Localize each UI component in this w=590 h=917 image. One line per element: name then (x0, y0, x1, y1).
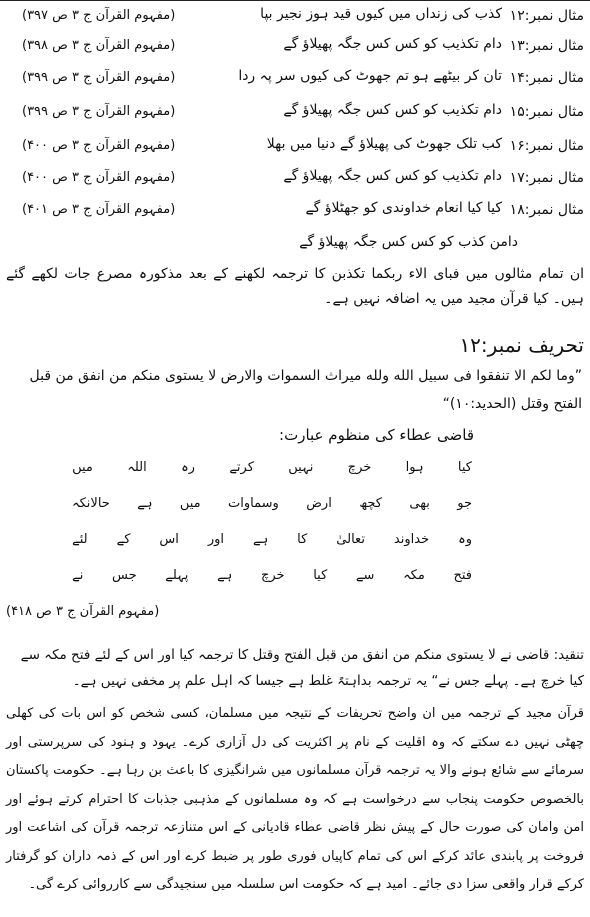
poem-reference: (مفہوم القرآن ج ۳ ص ۴۱۸) (6, 604, 160, 619)
example-reference: (مفہوم القرآن ج ۳ ص ۴۰۰) (22, 170, 176, 185)
intro-paragraph: ان تمام مثالوں میں فبای الاء ربکما تکذبن کا ترجمہ لکھنے کے بعد مذکورہ مصرع جات لکھے گئے ہیں۔ کیا قرآن مجید میں یہ اضافہ نہیں ہے۔ (6, 266, 584, 307)
example-reference: (مفہوم القرآن ج ۳ ص ۳۹۸) (22, 38, 176, 53)
poem-word: کے (116, 532, 131, 547)
poem-word: اور (207, 532, 224, 547)
example-label: مثال نمبر:۱۳ (509, 38, 584, 54)
poem-word: ہے (252, 532, 269, 547)
poem-word: میں (72, 460, 93, 475)
poem-word: خرچ (347, 460, 372, 475)
example-label: مثال نمبر:۱۸ (509, 202, 584, 218)
poem-word: میں (179, 496, 201, 511)
example-label: مثال نمبر:۱۷ (509, 170, 584, 186)
example-reference: (مفہوم القرآن ج ۳ ص ۳۹۷) (22, 8, 176, 23)
example-row-17 (0, 166, 590, 194)
poem-word: رہ (181, 460, 195, 475)
poem-word: تعالیٰ (336, 532, 365, 547)
example-label: مثال نمبر:۱۲ (509, 8, 584, 24)
poem-line-1 (72, 460, 472, 475)
poem-word: جو (457, 496, 472, 511)
section-heading: تحریف نمبر:۱۲ (459, 333, 584, 357)
poem-word: کیا (313, 568, 328, 583)
example-reference: (مفہوم القرآن ج ۳ ص ۳۹۹) (22, 70, 176, 85)
poem-word: بھی (409, 496, 430, 511)
poem-word: وہ (458, 532, 472, 547)
example-reference: (مفہوم القرآن ج ۳ ص ۴۰۰) (22, 138, 176, 153)
example-text: کذب کی زنداں میں کیوں قید ہوز نجیر بپا (260, 6, 502, 22)
poem-word: ارض (306, 496, 332, 511)
example-label: مثال نمبر:۱۵ (509, 104, 584, 120)
poem-word: مکہ (403, 568, 425, 583)
example-row-18 (0, 198, 590, 226)
example-row-14 (0, 66, 590, 94)
example-text: دام تکذیب کو کس کس جگہ پھیلاؤ گے (283, 102, 502, 118)
poem-word: خرچ (260, 568, 285, 583)
poem-subheading: قاضی عطاء کی منظوم عبارت: (279, 426, 474, 444)
example-row-15 (0, 100, 590, 128)
closing-paragraph: قرآن مجید کے ترجمہ میں ان واضح تحریفات کے نتیجہ میں مسلمان، کسی شخص کو اس بات کی کھلی چھٹی نہیں دے سکتے کہ وہ اقلیت کے نام پر اکثریت کی دل آزاری کرے۔ یہود و ہنود کی سرپرستی اور سرمائے سے شائع ہونے والا یہ ترجمہ قرآن مسلمانوں میں شرانگیزی کا باعث بن رہا ہے۔ حکومت پاکستان بالخصوص حکومت پنجاب سے درخواست ہے کہ وہ مسلمانوں کے مذہبی جذبات کا احترام کرتے ہوئے اور امن وامان کی صورت حال کے پیش نظر قاضی عطاء قادیانی کے اس متنازعہ ترجمہ قرآن کی اشاعت اور فروخت پر پابندی عائد کرکے اس کی تمام کاپیاں فوری طور پر ضبط کرے اور اس کے ذمہ داران کو گرفتار کرکے قرار واقعی سزا دی جائے۔ امید ہے کہ حکومت اس سلسلہ میں سنجیدگی سے کارروائی کرے گی۔ (6, 706, 584, 892)
poem-word: پہلے (165, 568, 189, 583)
example-label: مثال نمبر:۱۴ (509, 70, 584, 86)
poem-word: نہیں (288, 460, 314, 475)
example-label: مثال نمبر:۱۶ (509, 138, 584, 154)
poem-line-3 (72, 532, 472, 547)
poem-line-4 (72, 568, 472, 583)
poem-word: کا (297, 532, 308, 547)
example-row-18-line2 (0, 232, 590, 260)
top-rule (0, 0, 590, 1)
poem-word: نے (72, 568, 84, 583)
poem-word: حالانکہ (72, 496, 110, 511)
poem-word: سے (355, 568, 375, 583)
poem-word: کیا (457, 460, 472, 475)
example-reference: (مفہوم القرآن ج ۳ ص ۴۰۱) (22, 202, 176, 217)
poem-word: کچھ (359, 496, 382, 511)
example-row-12 (0, 4, 590, 32)
example-text: تان کر بیٹھے ہو تم جھوٹ کی کیوں سر پہ ردا (238, 68, 502, 84)
example-row-16 (0, 134, 590, 162)
poem-word: وسماوات (228, 496, 279, 511)
poem-word: ہوا (405, 460, 424, 475)
example-text: دامن کذب کو کس کس جگہ پھیلاؤ گے (299, 234, 518, 250)
poem-word: اللہ (127, 460, 147, 475)
poem-word: اس (159, 532, 179, 547)
arabic-verse: ”وما لكم الا تنفقوا فى سبيل الله ولله ميراث السموات والارض لا يستوى منكم من انفق من قبل الفتح وقتل (الحديد:١٠)“ (29, 368, 582, 412)
example-text: دام تکذیب کو کس کس جگہ پھیلاؤ گے (283, 168, 502, 184)
example-text: کیا کیا انعام خداوندی کو جھٹلاؤ گے (305, 200, 502, 216)
example-row-13 (0, 34, 590, 62)
poem-line-2 (72, 496, 472, 511)
poem-word: فتح (453, 568, 472, 583)
poem-word: لئے (72, 532, 88, 547)
poem-word: کرتے (229, 460, 254, 475)
poem-word: خداوند (393, 532, 430, 547)
example-text: دام تکذیب کو کس کس جگہ پھیلاؤ گے (283, 36, 502, 52)
poem-word: جس (112, 568, 137, 583)
example-reference: (مفہوم القرآن ج ۳ ص ۳۹۹) (22, 104, 176, 119)
example-text: کب تلک جھوٹ کی پھیلاؤ گے دنیا میں بھلا (266, 136, 502, 152)
poem-word: ہے (217, 568, 233, 583)
critique-paragraph: تنقید: قاضی نے لا يستوى منكم من انفق من قبل الفتح وقتل کا ترجمہ کیا اور اس کے لئے فتح مکہ سے کیا خرچ ہے۔ پہلے جس نے“ یہ ترجمہ بداہتہً غلط ہے جیسا کہ اہل علم پر مخفی نہیں ہے۔ (20, 647, 584, 689)
poem-word: ہے (137, 496, 153, 511)
